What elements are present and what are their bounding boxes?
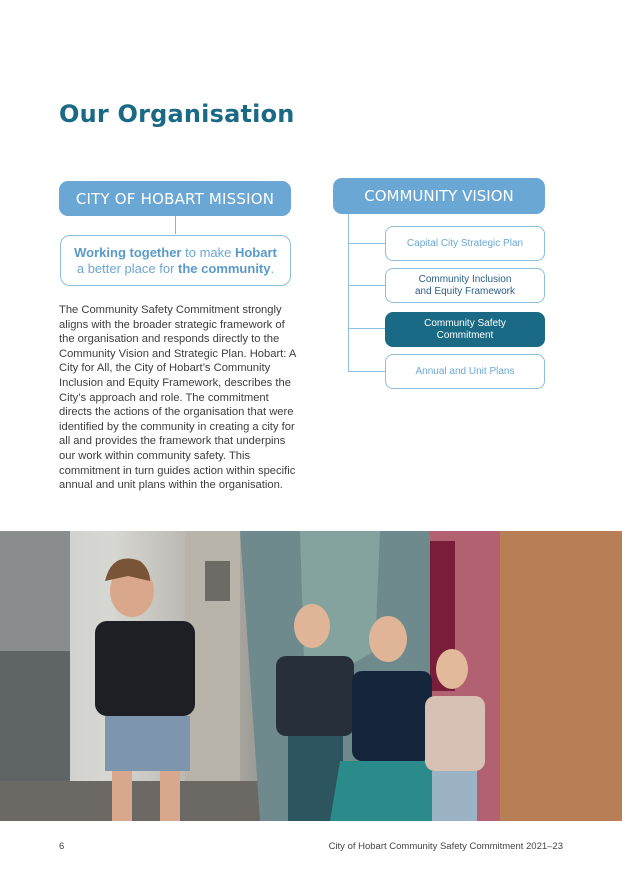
photo-girl-right-face [436, 649, 468, 689]
mission-statement-line-2 [77, 261, 274, 277]
mission-text-to-make: to make [181, 244, 235, 260]
photo-girl-middle-face [294, 604, 330, 648]
body-paragraph: The Community Safety Commitment strongly aligns with the broader strategic framework of the organisation and responds directly to the Community Vision and Strategic Plan. Hobart: A City for All, the City of Hobart’s Community Inclusion and Equity Framework, describes the City’s approach and role. The commitment directs the actions of the organisation that were identified by the community in creating a city for all and provides the framework that underpins our work within community safety. This commitment in turn guides action within specific annual and unit plans within the organisation. [59, 304, 296, 492]
mission-connector-line [175, 216, 176, 234]
vision-branch-line [348, 328, 385, 329]
photo-girl-right-pants [432, 771, 477, 821]
plan-label-line-1: Annual and Unit Plans [415, 365, 515, 377]
plan-label-line-2: Commitment [436, 329, 494, 341]
plan-community-safety-commitment [385, 312, 545, 347]
mission-bold-working-together: Working together [74, 244, 182, 260]
plan-label-line-1: Capital City Strategic Plan [406, 237, 524, 249]
footer-document-title: City of Hobart Community Safety Commitment 2021–23 [328, 841, 563, 852]
photo-girl-left-leg [160, 771, 180, 821]
photo-girl-middle-shirt [276, 656, 354, 736]
mission-bold-the-community: the community [178, 260, 271, 276]
vision-heading-box: COMMUNITY VISION [333, 178, 545, 214]
photo-illustration [0, 531, 622, 821]
vision-branch-line [348, 371, 385, 372]
mission-bold-hobart: Hobart [234, 244, 277, 260]
mission-statement-box [60, 235, 291, 286]
photo-children-laneway [0, 531, 622, 821]
mission-text-period: . [270, 260, 275, 276]
plan-annual-and-unit-plans [385, 354, 545, 389]
photo-mural-wall-ochre [500, 531, 622, 821]
plan-label-line-1: Community Safety [424, 317, 506, 329]
photo-girl-centre-shirt [352, 671, 432, 761]
photo-girl-centre-face [369, 616, 407, 662]
vision-branch-line [348, 243, 385, 244]
mission-heading-box: CITY OF HOBART MISSION [59, 181, 291, 216]
vision-trunk-line [348, 214, 349, 371]
plan-capital-city-strategic-plan [385, 226, 545, 261]
vision-branch-line [348, 285, 385, 286]
page-title: Our Organisation [59, 100, 295, 128]
plan-label-line-1: Community Inclusion [418, 273, 512, 285]
mission-text-better-place: a better place for [76, 260, 179, 276]
photo-girl-left-leg [112, 771, 132, 821]
photo-girl-right-shirt [425, 696, 485, 771]
photo-girl-left-shorts [105, 716, 190, 771]
footer-page-number: 6 [59, 841, 65, 852]
plan-community-inclusion-equity-framework [385, 268, 545, 303]
mission-statement-line-1 [74, 245, 277, 261]
photo-girl-left-shirt [95, 621, 195, 716]
plan-label-line-2: and Equity Framework [414, 285, 516, 297]
photo-window [205, 561, 230, 601]
